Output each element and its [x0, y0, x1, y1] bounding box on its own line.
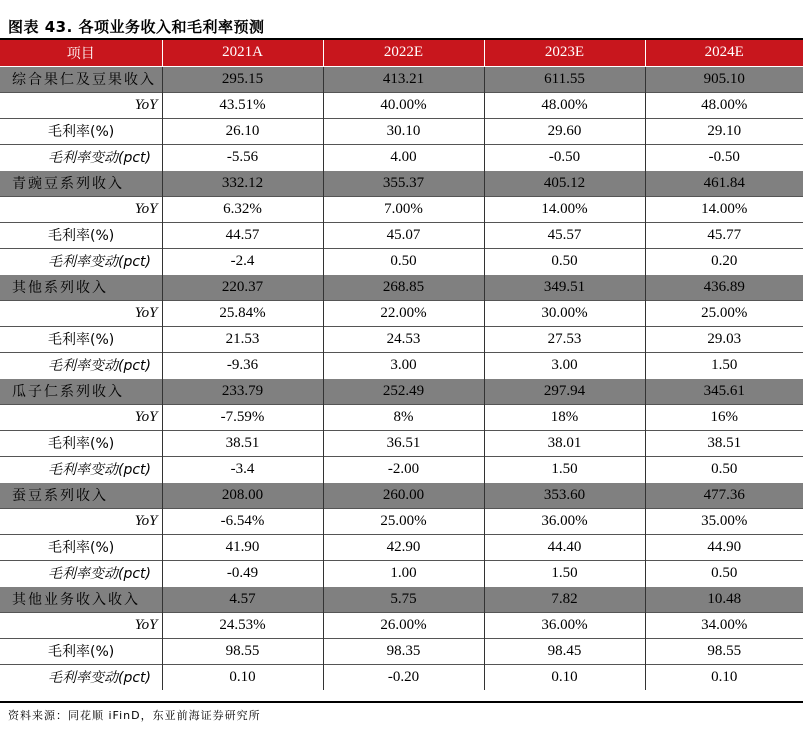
cell-value: 8% [323, 404, 484, 430]
yoy-row [0, 196, 803, 222]
row-label: 毛利率(%) [0, 326, 162, 352]
cell-value: 44.90 [645, 534, 803, 560]
figure-title: 图表 43. 各项业务收入和毛利率预测 [8, 18, 265, 36]
cell-value: 44.40 [484, 534, 645, 560]
cell-value: 36.51 [323, 430, 484, 456]
cell-value: 35.00% [645, 508, 803, 534]
segment-row [0, 586, 803, 612]
cell-value: -0.20 [323, 664, 484, 690]
cell-value: 16% [645, 404, 803, 430]
cell-value: 98.55 [162, 638, 323, 664]
cell-value: 3.00 [323, 352, 484, 378]
row-label: 毛利率(%) [0, 638, 162, 664]
column-header-2021a: 2021A [162, 40, 323, 66]
cell-value: 260.00 [323, 482, 484, 508]
margin-change-row [0, 560, 803, 586]
cell-value: 29.60 [484, 118, 645, 144]
cell-value: 25.00% [645, 300, 803, 326]
column-header-item: 项目 [0, 40, 162, 66]
cell-value: 34.00% [645, 612, 803, 638]
cell-value: 4.00 [323, 144, 484, 170]
cell-value: 38.01 [484, 430, 645, 456]
yoy-row [0, 508, 803, 534]
yoy-row [0, 92, 803, 118]
cell-value: 38.51 [162, 430, 323, 456]
row-label: 毛利率变动(pct) [0, 248, 162, 274]
cell-value: 25.00% [323, 508, 484, 534]
cell-value: 42.90 [323, 534, 484, 560]
cell-value: 30.10 [323, 118, 484, 144]
segment-row [0, 482, 803, 508]
cell-value: 48.00% [645, 92, 803, 118]
row-label: 其他系列收入 [0, 274, 162, 300]
bottom-divider [0, 701, 803, 703]
cell-value: 220.37 [162, 274, 323, 300]
cell-value: 355.37 [323, 170, 484, 196]
cell-value: 27.53 [484, 326, 645, 352]
cell-value: 0.10 [162, 664, 323, 690]
cell-value: 405.12 [484, 170, 645, 196]
cell-value: 1.50 [484, 560, 645, 586]
cell-value: 24.53 [323, 326, 484, 352]
segment-row [0, 378, 803, 404]
margin-change-row [0, 352, 803, 378]
segment-row [0, 274, 803, 300]
cell-value: 25.84% [162, 300, 323, 326]
cell-value: -5.56 [162, 144, 323, 170]
row-label: 蚕豆系列收入 [0, 482, 162, 508]
row-label: 综合果仁及豆果收入 [0, 66, 162, 92]
cell-value: 6.32% [162, 196, 323, 222]
cell-value: -3.4 [162, 456, 323, 482]
cell-value: 0.50 [484, 248, 645, 274]
row-label: 毛利率(%) [0, 222, 162, 248]
cell-value: 1.50 [645, 352, 803, 378]
row-label: 毛利率(%) [0, 430, 162, 456]
cell-value: 14.00% [645, 196, 803, 222]
cell-value: 98.45 [484, 638, 645, 664]
cell-value: 295.15 [162, 66, 323, 92]
cell-value: 5.75 [323, 586, 484, 612]
cell-value: 36.00% [484, 612, 645, 638]
row-label: 其他业务收入收入 [0, 586, 162, 612]
cell-value: 905.10 [645, 66, 803, 92]
cell-value: 10.48 [645, 586, 803, 612]
cell-value: 29.10 [645, 118, 803, 144]
cell-value: 29.03 [645, 326, 803, 352]
cell-value: 44.57 [162, 222, 323, 248]
cell-value: -0.50 [645, 144, 803, 170]
cell-value: 1.00 [323, 560, 484, 586]
cell-value: 477.36 [645, 482, 803, 508]
row-label: 毛利率变动(pct) [0, 352, 162, 378]
segment-row [0, 66, 803, 92]
cell-value: 41.90 [162, 534, 323, 560]
cell-value: 611.55 [484, 66, 645, 92]
cell-value: 349.51 [484, 274, 645, 300]
margin-change-row [0, 664, 803, 690]
cell-value: 24.53% [162, 612, 323, 638]
row-label: 青豌豆系列收入 [0, 170, 162, 196]
cell-value: 45.57 [484, 222, 645, 248]
gross-margin-row [0, 222, 803, 248]
cell-value: 98.35 [323, 638, 484, 664]
cell-value: 0.50 [323, 248, 484, 274]
cell-value: -0.49 [162, 560, 323, 586]
cell-value: 413.21 [323, 66, 484, 92]
cell-value: 43.51% [162, 92, 323, 118]
yoy-row [0, 300, 803, 326]
column-header-2022e: 2022E [323, 40, 484, 66]
cell-value: 297.94 [484, 378, 645, 404]
cell-value: 4.57 [162, 586, 323, 612]
cell-value: 21.53 [162, 326, 323, 352]
column-header-2023e: 2023E [484, 40, 645, 66]
cell-value: 233.79 [162, 378, 323, 404]
cell-value: 0.50 [645, 456, 803, 482]
cell-value: 208.00 [162, 482, 323, 508]
row-label: 毛利率变动(pct) [0, 456, 162, 482]
yoy-row [0, 404, 803, 430]
gross-margin-row [0, 326, 803, 352]
cell-value: 252.49 [323, 378, 484, 404]
row-label: YoY [0, 404, 162, 430]
cell-value: -7.59% [162, 404, 323, 430]
margin-change-row [0, 248, 803, 274]
cell-value: 26.10 [162, 118, 323, 144]
forecast-table [0, 40, 803, 690]
cell-value: 98.55 [645, 638, 803, 664]
cell-value: 45.07 [323, 222, 484, 248]
margin-change-row [0, 456, 803, 482]
row-label: 毛利率变动(pct) [0, 560, 162, 586]
margin-change-row [0, 144, 803, 170]
cell-value: 18% [484, 404, 645, 430]
cell-value: 353.60 [484, 482, 645, 508]
cell-value: 0.10 [484, 664, 645, 690]
row-label: YoY [0, 196, 162, 222]
row-label: YoY [0, 612, 162, 638]
gross-margin-row [0, 118, 803, 144]
cell-value: 36.00% [484, 508, 645, 534]
cell-value: 1.50 [484, 456, 645, 482]
row-label: YoY [0, 300, 162, 326]
row-label: 毛利率变动(pct) [0, 144, 162, 170]
cell-value: 38.51 [645, 430, 803, 456]
table-header-row [0, 40, 803, 66]
cell-value: -6.54% [162, 508, 323, 534]
row-label: YoY [0, 92, 162, 118]
cell-value: -2.00 [323, 456, 484, 482]
cell-value: 7.82 [484, 586, 645, 612]
source-note: 资料来源：同花顺 iFinD，东亚前海证券研究所 [8, 709, 261, 722]
cell-value: 14.00% [484, 196, 645, 222]
cell-value: 22.00% [323, 300, 484, 326]
cell-value: 30.00% [484, 300, 645, 326]
cell-value: 268.85 [323, 274, 484, 300]
segment-row [0, 170, 803, 196]
cell-value: -0.50 [484, 144, 645, 170]
cell-value: 345.61 [645, 378, 803, 404]
cell-value: -9.36 [162, 352, 323, 378]
cell-value: 461.84 [645, 170, 803, 196]
cell-value: 40.00% [323, 92, 484, 118]
row-label: YoY [0, 508, 162, 534]
cell-value: -2.4 [162, 248, 323, 274]
gross-margin-row [0, 534, 803, 560]
cell-value: 7.00% [323, 196, 484, 222]
cell-value: 0.10 [645, 664, 803, 690]
row-label: 毛利率(%) [0, 534, 162, 560]
cell-value: 436.89 [645, 274, 803, 300]
cell-value: 0.50 [645, 560, 803, 586]
column-header-2024e: 2024E [645, 40, 803, 66]
yoy-row [0, 612, 803, 638]
gross-margin-row [0, 430, 803, 456]
cell-value: 0.20 [645, 248, 803, 274]
cell-value: 26.00% [323, 612, 484, 638]
cell-value: 332.12 [162, 170, 323, 196]
row-label: 毛利率(%) [0, 118, 162, 144]
table-body [0, 66, 803, 690]
cell-value: 3.00 [484, 352, 645, 378]
row-label: 瓜子仁系列收入 [0, 378, 162, 404]
gross-margin-row [0, 638, 803, 664]
cell-value: 45.77 [645, 222, 803, 248]
cell-value: 48.00% [484, 92, 645, 118]
row-label: 毛利率变动(pct) [0, 664, 162, 690]
